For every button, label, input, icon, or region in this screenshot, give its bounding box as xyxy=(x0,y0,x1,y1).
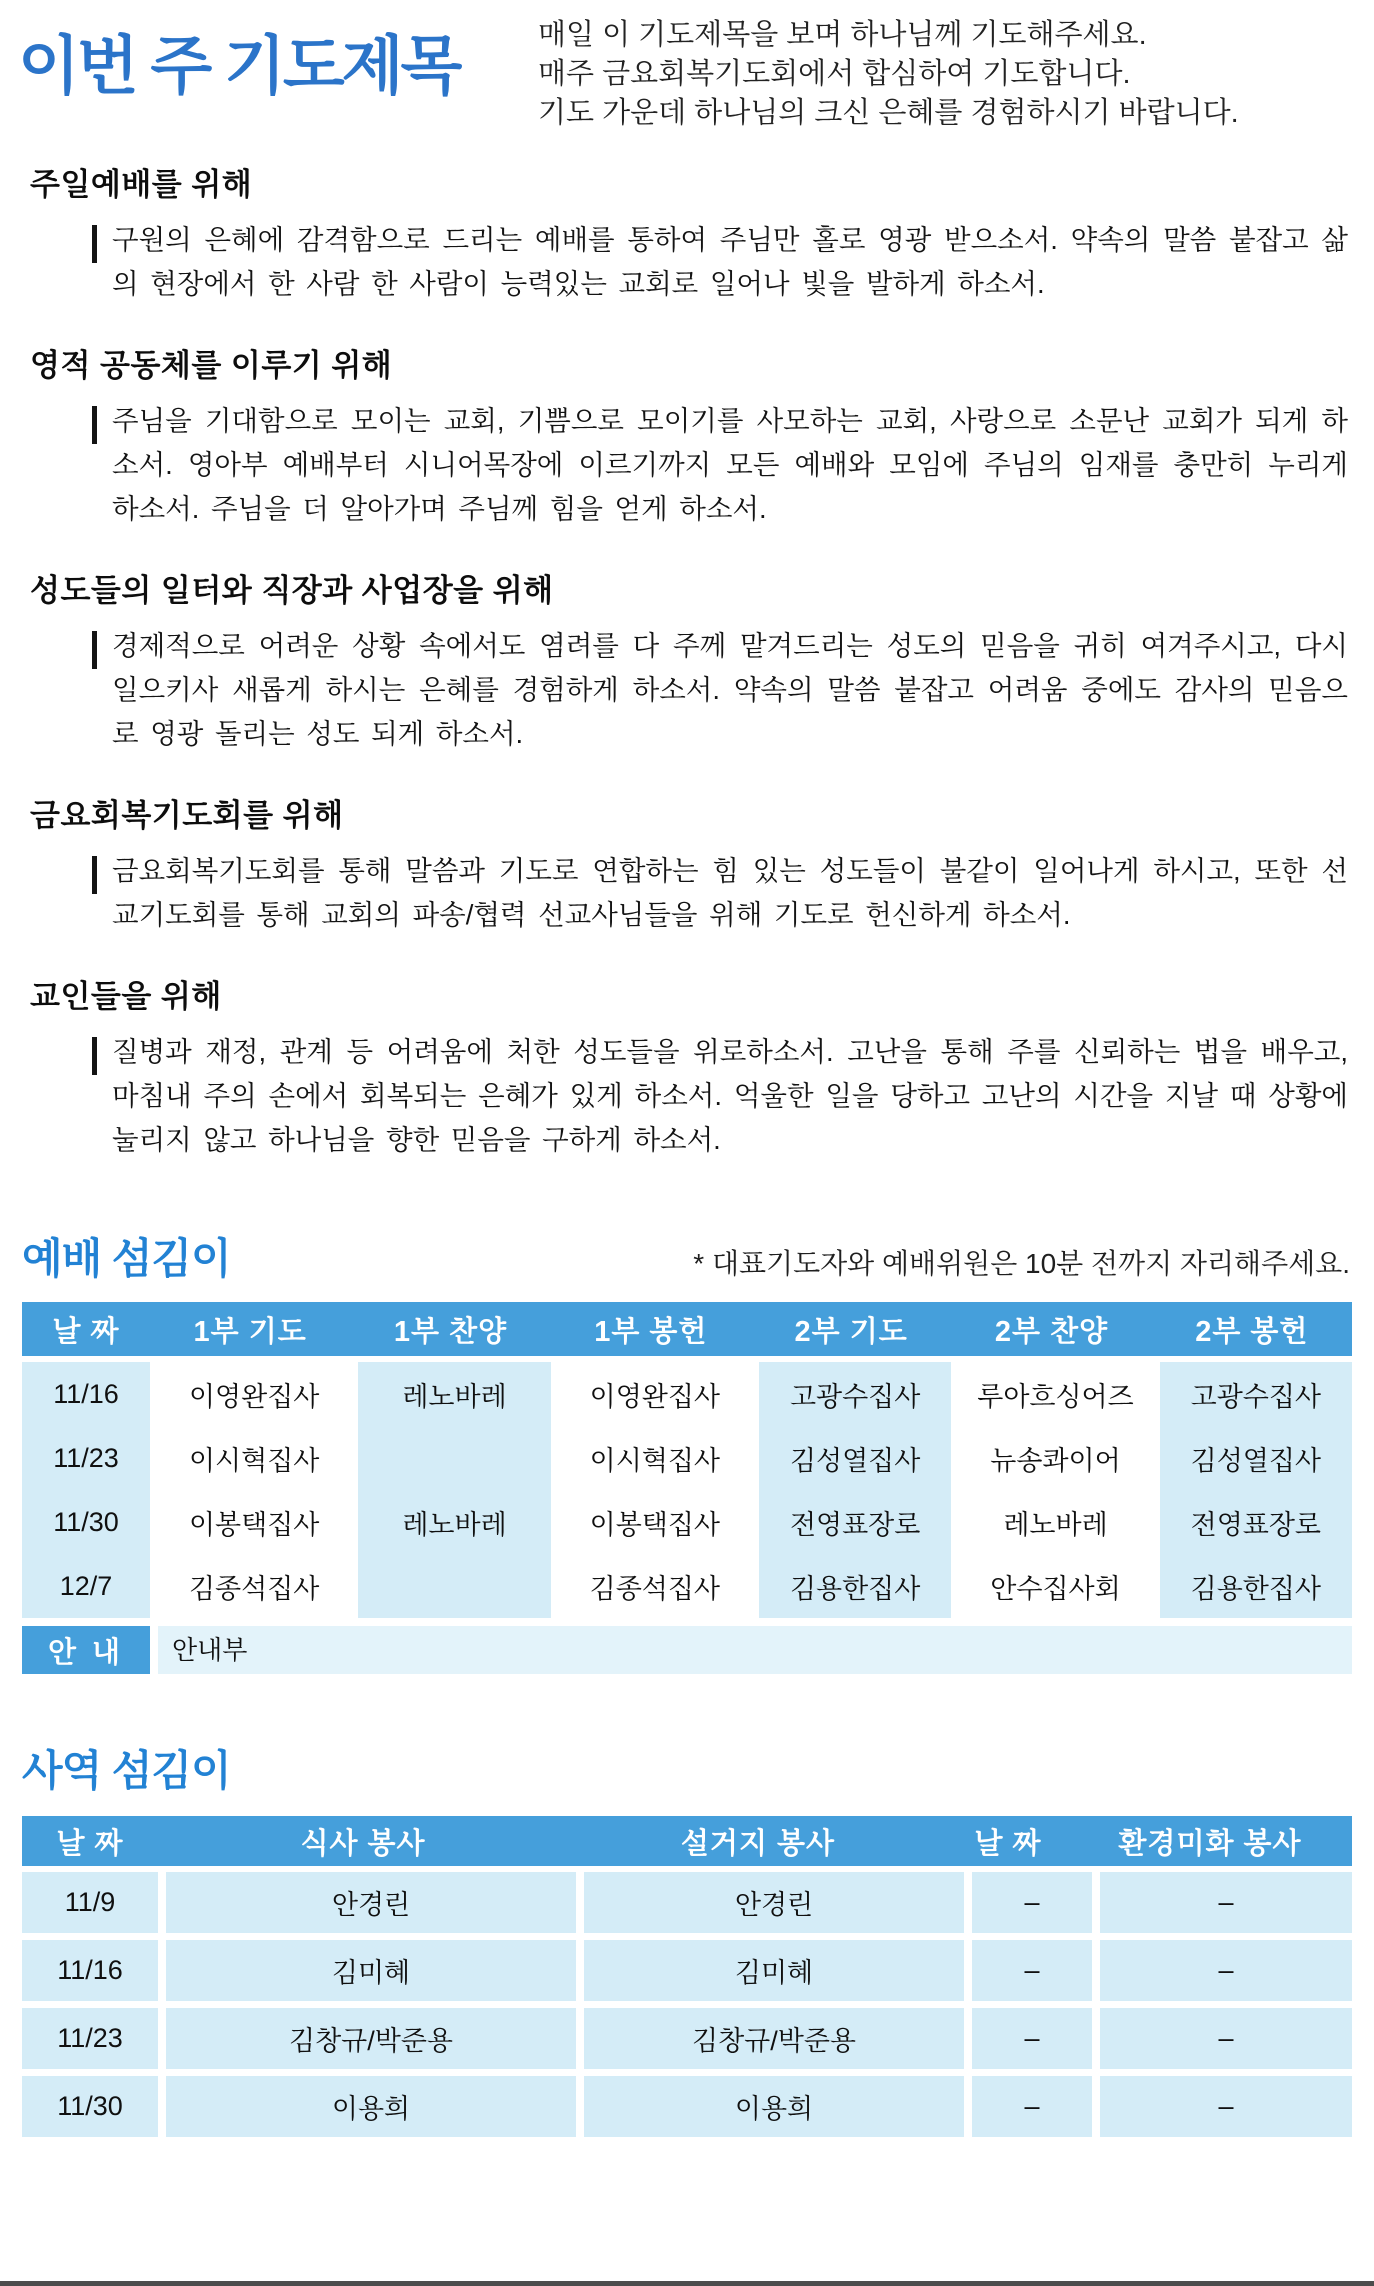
intro-line: 매일 이 기도제목을 보며 하나님께 기도해주세요. xyxy=(538,19,1147,51)
prayer-section xyxy=(0,971,1374,1162)
assignment-cell: – xyxy=(1100,2008,1352,2069)
section-heading: 주일예배를 위해 xyxy=(30,167,253,202)
column-header: 2부 봉헌 xyxy=(1195,1315,1309,1348)
page-title: 이번 주 기도제목 xyxy=(18,30,460,102)
assignment-cell: – xyxy=(1100,1872,1352,1933)
assignment-cell: 이용희 xyxy=(584,2076,964,2137)
worship-table xyxy=(22,1302,1352,1674)
date-cell: – xyxy=(972,2008,1092,2069)
ministry-table-heading-row xyxy=(22,1738,1350,1798)
assignment-cell: 안경린 xyxy=(166,1872,576,1933)
praise1-column xyxy=(358,1362,550,1618)
quote-bar xyxy=(92,631,97,669)
ministry-table-title: 사역 섬김이 xyxy=(22,1747,231,1794)
ministry-table-body xyxy=(22,1872,1352,2137)
column-header: 환경미화 봉사 xyxy=(1118,1827,1302,1860)
assignment-cell: 이봉택집사 xyxy=(188,1509,320,1540)
cleaning-service-column xyxy=(1100,1872,1352,2137)
assignment-cell: 이시혁집사 xyxy=(188,1445,320,1476)
assignment-cell: 이영완집사 xyxy=(188,1381,320,1412)
date-cell: 11/9 xyxy=(22,1872,158,1933)
worship-table-heading-row xyxy=(22,1226,1350,1286)
offering1-column xyxy=(559,1362,751,1618)
assignment-cell: 레노바레 xyxy=(402,1509,507,1540)
date-cell: – xyxy=(972,2076,1092,2137)
column-header: 2부 찬양 xyxy=(994,1315,1109,1348)
section-text: 질병과 재정, 관계 등 어려움에 처한 성도들을 위로하소서. 고난을 통해 주를 신뢰하는 법을 배우고, 마침내 주의 손에서 회복되는 은혜가 있게 하소서. 억울한 일을 당하고 고난의 시간을 지날 때 상황에 눌리지 않고 하나님을 향한 믿음을 구하게 하소서. xyxy=(112,1036,1348,1155)
assignment-cell: 김성열집사 xyxy=(789,1445,921,1476)
meal-service-column xyxy=(166,1872,576,2137)
assignment-cell: 김성열집사 xyxy=(1190,1445,1322,1476)
intro-line: 매주 금요회복기도회에서 합심하여 기도합니다. xyxy=(538,58,1131,90)
assignment-cell: 이봉택집사 xyxy=(589,1509,721,1540)
column-header: 날 짜 xyxy=(56,1827,124,1860)
section-body xyxy=(112,624,1348,756)
quote-bar xyxy=(92,225,97,263)
column-header: 1부 찬양 xyxy=(393,1315,508,1348)
assignment-cell: 김종석집사 xyxy=(188,1573,320,1604)
assignment-cell: 전영표장로 xyxy=(789,1509,921,1540)
info-value: 안내부 xyxy=(158,1626,1352,1674)
assignment-cell: 레노바레 xyxy=(1003,1509,1108,1540)
section-text: 주님을 기대함으로 모이는 교회, 기쁨으로 모이기를 사모하는 교회, 사랑으로 소문난 교회가 되게 하소서. 영아부 예배부터 시니어목장에 이르기까지 모든 예배와 모임에 주님의 임재를 충만히 누리게 하소서. 주님을 더 알아가며 주님께 힘을 얻게 하소서. xyxy=(112,405,1348,524)
date-cell: 12/7 xyxy=(59,1570,113,1601)
assignment-cell: 안수집사회 xyxy=(990,1573,1121,1604)
prayer-section xyxy=(0,340,1374,531)
assignment-cell: 고광수집사 xyxy=(789,1381,921,1412)
assignment-cell: 김용한집사 xyxy=(1190,1573,1322,1604)
date2-column xyxy=(972,1872,1092,2137)
prayer-section xyxy=(0,790,1374,937)
prayer1-column xyxy=(158,1362,350,1618)
column-header: 1부 봉헌 xyxy=(594,1315,708,1348)
date-cell: 11/23 xyxy=(22,2008,158,2069)
date-column xyxy=(22,1872,158,2137)
assignment-cell: 뉴송콰이어 xyxy=(990,1445,1121,1476)
ministry-table-header xyxy=(22,1816,1352,1866)
assignment-cell: 전영표장로 xyxy=(1190,1509,1322,1540)
info-label: 안 내 xyxy=(22,1626,150,1674)
date-cell: – xyxy=(972,1872,1092,1933)
assignment-cell: 김창규/박준용 xyxy=(584,2008,964,2069)
section-text: 구원의 은혜에 감격함으로 드리는 예배를 통하여 주님만 홀로 영광 받으소서. 약속의 말씀 붙잡고 삶의 현장에서 한 사람 한 사람이 능력있는 교회로 일어나 빛을 발하게 하소서. xyxy=(112,224,1348,299)
intro-text xyxy=(538,10,1239,133)
assignment-cell: – xyxy=(1100,1940,1352,2001)
section-body xyxy=(112,849,1348,937)
page-bottom-edge xyxy=(0,2281,1374,2286)
assignment-cell: 레노바레 xyxy=(402,1381,507,1412)
assignment-cell: 고광수집사 xyxy=(1190,1381,1322,1412)
quote-bar xyxy=(92,406,97,444)
column-header: 식사 봉사 xyxy=(300,1827,426,1860)
date-cell: – xyxy=(972,1940,1092,2001)
offering2-column xyxy=(1160,1362,1352,1618)
section-text: 금요회복기도회를 통해 말씀과 기도로 연합하는 힘 있는 성도들이 불같이 일어나게 하시고, 또한 선교기도회를 통해 교회의 파송/협력 선교사님들을 위해 기도로 헌신하게 하소서. xyxy=(112,855,1348,930)
assignment-cell: 김종석집사 xyxy=(589,1573,721,1604)
column-header: 1부 기도 xyxy=(193,1315,307,1348)
section-heading: 성도들의 일터와 직장과 사업장을 위해 xyxy=(30,573,554,608)
section-heading: 금요회복기도회를 위해 xyxy=(30,798,344,833)
column-header: 날 짜 xyxy=(52,1315,120,1348)
intro-line: 기도 가운데 하나님의 크신 은혜를 경험하시기 바랍니다. xyxy=(538,97,1239,129)
worship-table-body xyxy=(22,1362,1352,1618)
worship-table-header xyxy=(22,1302,1352,1356)
date-cell: 11/30 xyxy=(22,2076,158,2137)
assignment-cell: 안경린 xyxy=(584,1872,964,1933)
section-text: 경제적으로 어려운 상황 속에서도 염려를 다 주께 맡겨드리는 성도의 믿음을 귀히 여겨주시고, 다시 일으키사 새롭게 하시는 은혜를 경험하게 하소서. 약속의 말씀 붙잡고 어려움 중에도 감사의 믿음으로 영광 돌리는 성도 되게 하소서. xyxy=(112,630,1348,749)
assignment-cell: 김미혜 xyxy=(166,1940,576,2001)
header xyxy=(0,0,1374,133)
dish-service-column xyxy=(584,1872,964,2137)
assignment-cell: 루아흐싱어즈 xyxy=(977,1381,1134,1412)
column-header: 설거지 봉사 xyxy=(680,1827,836,1860)
column-header: 2부 기도 xyxy=(794,1315,908,1348)
prayer-section xyxy=(0,565,1374,756)
quote-bar xyxy=(92,856,97,894)
assignment-cell xyxy=(358,1426,550,1490)
ministry-table xyxy=(22,1816,1352,2137)
date-cell: 11/30 xyxy=(53,1506,119,1537)
section-body xyxy=(112,1030,1348,1162)
date-cell: 11/16 xyxy=(53,1378,119,1409)
prayer-sections xyxy=(0,159,1374,1162)
column-header: 날 짜 xyxy=(974,1827,1042,1860)
assignment-cell: 김용한집사 xyxy=(789,1573,921,1604)
worship-table-note: * 대표기도자와 예배위원은 10분 전까지 자리해주세요. xyxy=(693,1248,1350,1279)
assignment-cell: 김미혜 xyxy=(584,1940,964,2001)
section-heading: 교인들을 위해 xyxy=(30,979,222,1014)
date-cell: 11/23 xyxy=(53,1442,119,1473)
prayer2-column xyxy=(759,1362,951,1618)
worship-table-footer xyxy=(22,1626,1352,1674)
section-body xyxy=(112,399,1348,531)
assignment-cell: 이시혁집사 xyxy=(589,1445,721,1476)
prayer-section xyxy=(0,159,1374,306)
praise2-column xyxy=(959,1362,1151,1618)
assignment-cell: 김창규/박준용 xyxy=(166,2008,576,2069)
assignment-cell: 이용희 xyxy=(166,2076,576,2137)
section-heading: 영적 공동체를 이루기 위해 xyxy=(30,348,393,383)
quote-bar xyxy=(92,1037,97,1075)
section-body xyxy=(112,218,1348,306)
assignment-cell: 이영완집사 xyxy=(589,1381,721,1412)
date-column xyxy=(22,1362,150,1618)
assignment-cell xyxy=(358,1554,550,1618)
assignment-cell: – xyxy=(1100,2076,1352,2137)
date-cell: 11/16 xyxy=(22,1940,158,2001)
worship-table-title: 예배 섬김이 xyxy=(22,1235,231,1282)
